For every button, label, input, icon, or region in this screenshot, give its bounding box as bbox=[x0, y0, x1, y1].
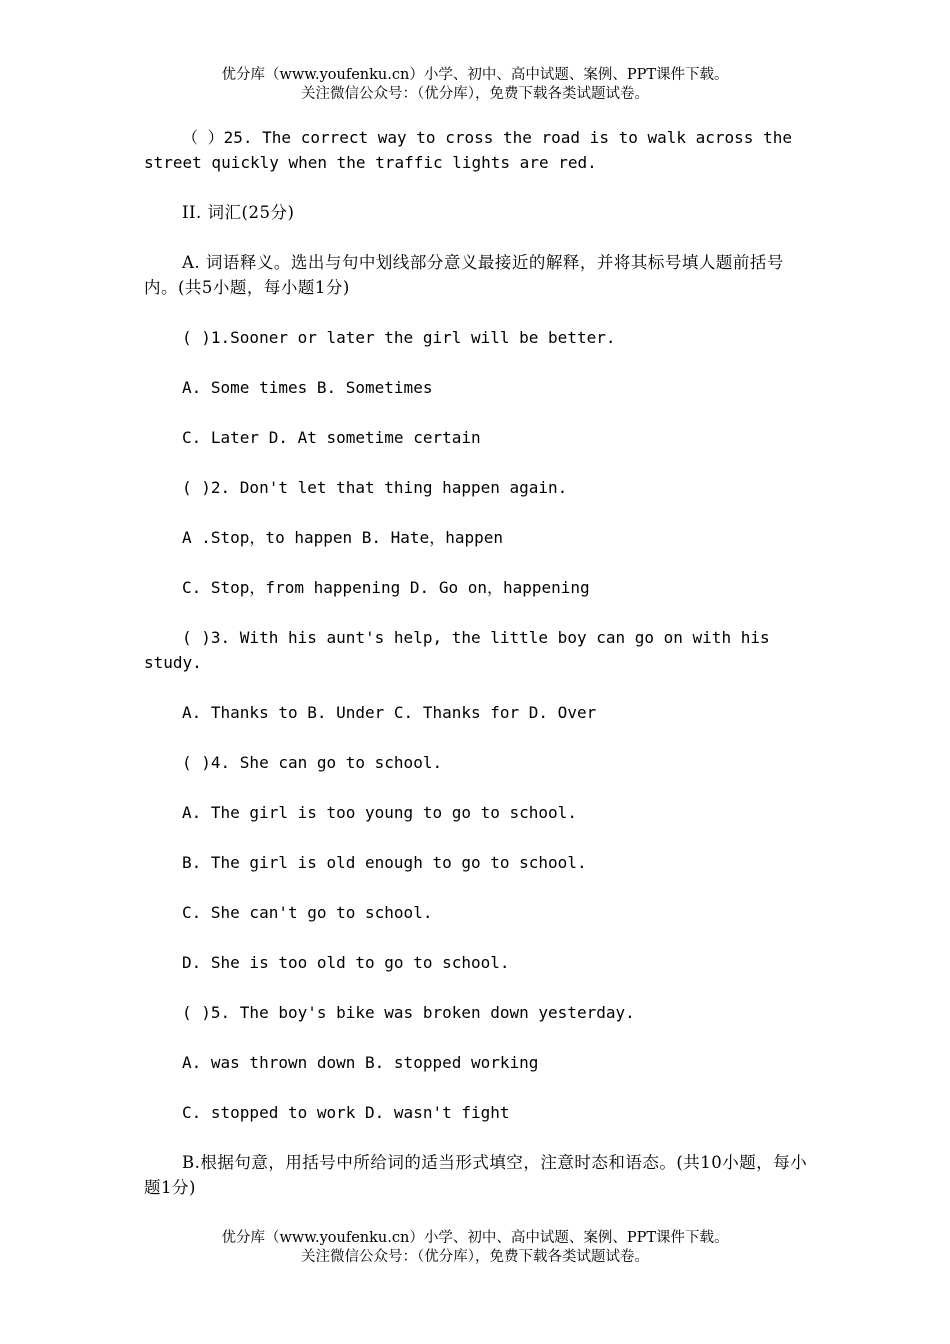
footer-line-1: 优分库（www.youfenku.cn）小学、初中、高中试题、案例、PPT课件下载。 bbox=[221, 1230, 729, 1246]
question-2-options-cd: C. Stop，from happening D. Go on，happening bbox=[182, 578, 590, 597]
question-2: ( )2. Don't let that thing happen again. bbox=[182, 478, 568, 497]
question-4-option-d: D. She is too old to go to school. bbox=[182, 953, 510, 972]
question-1-options-cd: C. Later D. At sometime certain bbox=[182, 428, 481, 447]
question-2-options-ab: A .Stop，to happen B. Hate，happen bbox=[182, 528, 503, 547]
question-4: ( )4. She can go to school. bbox=[182, 753, 443, 772]
header-line-1: 优分库（www.youfenku.cn）小学、初中、高中试题、案例、PPT课件下载。 bbox=[221, 67, 729, 83]
question-3: ( )3. With his aunt's help, the little boy can go on with his study. bbox=[144, 628, 780, 672]
question-5: ( )5. The boy's bike was broken down yesterday. bbox=[182, 1003, 635, 1022]
page-header bbox=[0, 66, 950, 104]
question-3-options: A. Thanks to B. Under C. Thanks for D. Over bbox=[182, 703, 597, 722]
question-4-option-a: A. The girl is too young to go to school. bbox=[182, 803, 577, 822]
question-5-options-cd: C. stopped to work D. wasn't fight bbox=[182, 1103, 510, 1122]
question-1-options-ab: A. Some times B. Sometimes bbox=[182, 378, 433, 397]
footer-line-2: 关注微信公众号：（优分库），免费下载各类试题试卷。 bbox=[301, 1249, 649, 1265]
question-4-option-c: C. She can't go to school. bbox=[182, 903, 433, 922]
section-2-title: II. 词汇(25分) bbox=[182, 203, 295, 222]
question-4-option-b: B. The girl is old enough to go to school. bbox=[182, 853, 587, 872]
header-line-2: 关注微信公众号：（优分库），免费下载各类试题试卷。 bbox=[301, 86, 649, 102]
page-footer bbox=[0, 1229, 950, 1267]
question-1: ( )1.Sooner or later the girl will be better. bbox=[182, 328, 616, 347]
part-b-instructions: B.根据句意，用括号中所给词的适当形式填空，注意时态和语态。(共10小题，每小题1分) bbox=[144, 1153, 808, 1197]
document-body bbox=[144, 125, 809, 1225]
question-25: （ ）25. The correct way to cross the road is to walk across the street quickly when the traffic lights are red. bbox=[144, 128, 802, 172]
part-a-instructions: A. 词语释义。选出与句中划线部分意义最接近的解释，并将其标号填人题前括号内。(共5小题，每小题1分) bbox=[144, 253, 784, 297]
question-5-options-ab: A. was thrown down B. stopped working bbox=[182, 1053, 539, 1072]
